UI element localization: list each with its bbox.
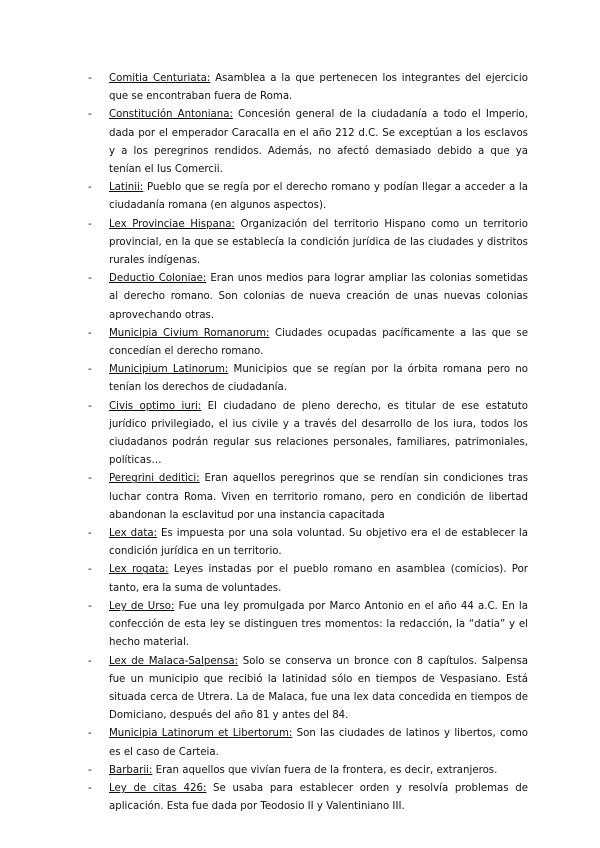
term-label: Lex Provinciae Hispana:: [109, 218, 235, 230]
definition-text: Solo se conserva un bronce con 8 capítulos. Salpensa fue un municipio que recibió la latinidad sólo en tiempos de Vespasiano. Está situada cerca de Utrera. La de Malaca, fue una lex data concedida en tiempos de Domiciano, después del año 81 y antes del 84.: [109, 655, 529, 722]
definition-text: Organización del territorio Hispano como un territorio provincial, en la que se establecía la condición jurídica de las ciudades y distritos rurales indígenas.: [109, 218, 528, 267]
definition-text: Concesión general de la ciudadanía a todo el Imperio, dada por el emperador Caracalla en el año 212 d.C. Se exceptúan a los esclavos y a los peregrinos rendidos. Además, no afectó demasiado debido a que ya tenían el Ius Comercii.: [109, 109, 529, 176]
term-label: Municipia Latinorum et Libertorum:: [109, 728, 293, 740]
term-label: Barbarii:: [109, 764, 153, 776]
definition-text: Se usaba para establecer orden y resolvía problemas de aplicación. Esta fue dada por Teodosio II y Valentiniano III.: [109, 782, 528, 813]
definition-text: Asamblea a la que pertenecen los integrantes del ejercicio que se encontraban fuera de Roma.: [109, 73, 528, 103]
list-item: [88, 216, 528, 271]
bullet-dash: -: [88, 528, 92, 540]
bullet-dash: -: [88, 73, 92, 84]
bullet-dash: -: [88, 273, 92, 285]
list-item: [88, 325, 528, 361]
term-label: Ley de citas 426:: [109, 782, 207, 794]
term-label: Peregrini deditici:: [109, 473, 200, 485]
bullet-dash: -: [88, 473, 92, 485]
list-item: [88, 106, 528, 179]
bullet-dash: -: [88, 728, 92, 740]
term-label: Municipium Latinorum:: [109, 364, 229, 376]
term-label: Deductio Coloniae:: [109, 273, 207, 285]
list-item: [88, 270, 528, 325]
definition-text: Municipios que se regían por la órbita romana pero no tenían los derechos de ciudadanía.: [109, 364, 528, 394]
bullet-dash: -: [88, 600, 92, 612]
list-item: [88, 561, 528, 597]
bullet-dash: -: [88, 655, 92, 667]
list-item: [88, 725, 528, 761]
bullet-dash: -: [88, 400, 92, 412]
term-label: Constitución Antoniana:: [109, 109, 233, 121]
definition-text: Son las ciudades de latinos y libertos, como es el caso de Carteia.: [109, 728, 528, 758]
term-label: Latinii:: [109, 182, 144, 194]
term-label: Civis optimo iuri:: [109, 400, 202, 412]
definition-text: Eran unos medios para lograr ampliar las colonias sometidas al derecho romano. Son colonias de nueva creación de unas nuevas colonias aprovechando otras.: [109, 273, 528, 321]
term-label: Municipia Civium Romanorum:: [109, 327, 270, 339]
definition-text: Es impuesta por una sola voluntad. Su objetivo era el de establecer la condición jurídica en un territorio.: [109, 528, 528, 558]
list-item: [88, 762, 528, 780]
glossary-list: [88, 70, 528, 816]
term-label: Lex rogata:: [109, 564, 169, 576]
list-item: [88, 780, 528, 816]
list-item: [88, 470, 528, 525]
bullet-dash: -: [88, 182, 92, 194]
bullet-dash: -: [88, 764, 92, 776]
definition-text: Pueblo que se regía por el derecho romano y podían llegar a acceder a la ciudadanía romana (en algunos aspectos).: [109, 182, 528, 212]
definition-text: Fue una ley promulgada por Marco Antonio en el año 44 a.C. En la confección de esta ley se distinguen tres momentos: la redacción, la “datia” y el hecho material.: [109, 600, 528, 649]
term-label: Ley de Urso:: [109, 600, 175, 612]
list-item: [88, 598, 528, 653]
list-item: [88, 653, 528, 726]
bullet-dash: -: [88, 564, 92, 576]
bullet-dash: -: [88, 327, 92, 339]
definition-text: Ciudades ocupadas pacíficamente a las que se concedían el derecho romano.: [109, 327, 528, 358]
term-label: Lex data:: [109, 528, 158, 540]
definition-text: Eran aquellos peregrinos que se rendían sin condiciones tras luchar contra Roma. Viven en territorio romano, pero en condición de libertad abandonan la esclavitud por una instancia capacitada: [109, 473, 528, 521]
term-label: Lex de Malaca-Salpensa:: [109, 655, 239, 667]
bullet-dash: -: [88, 109, 92, 121]
definition-text: El ciudadano de pleno derecho, es titular de ese estatuto jurídico privilegiado, el ius civile y a través del desarrollo de los iura, todos los ciudadanos podrán regular sus relaciones personales, familiares, patrimoniales, políticas…: [109, 400, 528, 467]
definition-text: Leyes instadas por el pueblo romano en asamblea (comicios). Por tanto, era la suma de voluntades.: [109, 564, 528, 594]
list-item: [88, 179, 528, 215]
bullet-dash: -: [88, 364, 92, 376]
list-item: [88, 525, 528, 561]
list-item: [88, 361, 528, 397]
term-label: Comitia Centuriata:: [109, 73, 211, 84]
list-item: [88, 70, 528, 106]
bullet-dash: -: [88, 782, 92, 794]
definition-text: Eran aquellos que vivían fuera de la frontera, es decir, extranjeros.: [152, 764, 498, 776]
list-item: [88, 398, 528, 471]
bullet-dash: -: [88, 218, 92, 230]
